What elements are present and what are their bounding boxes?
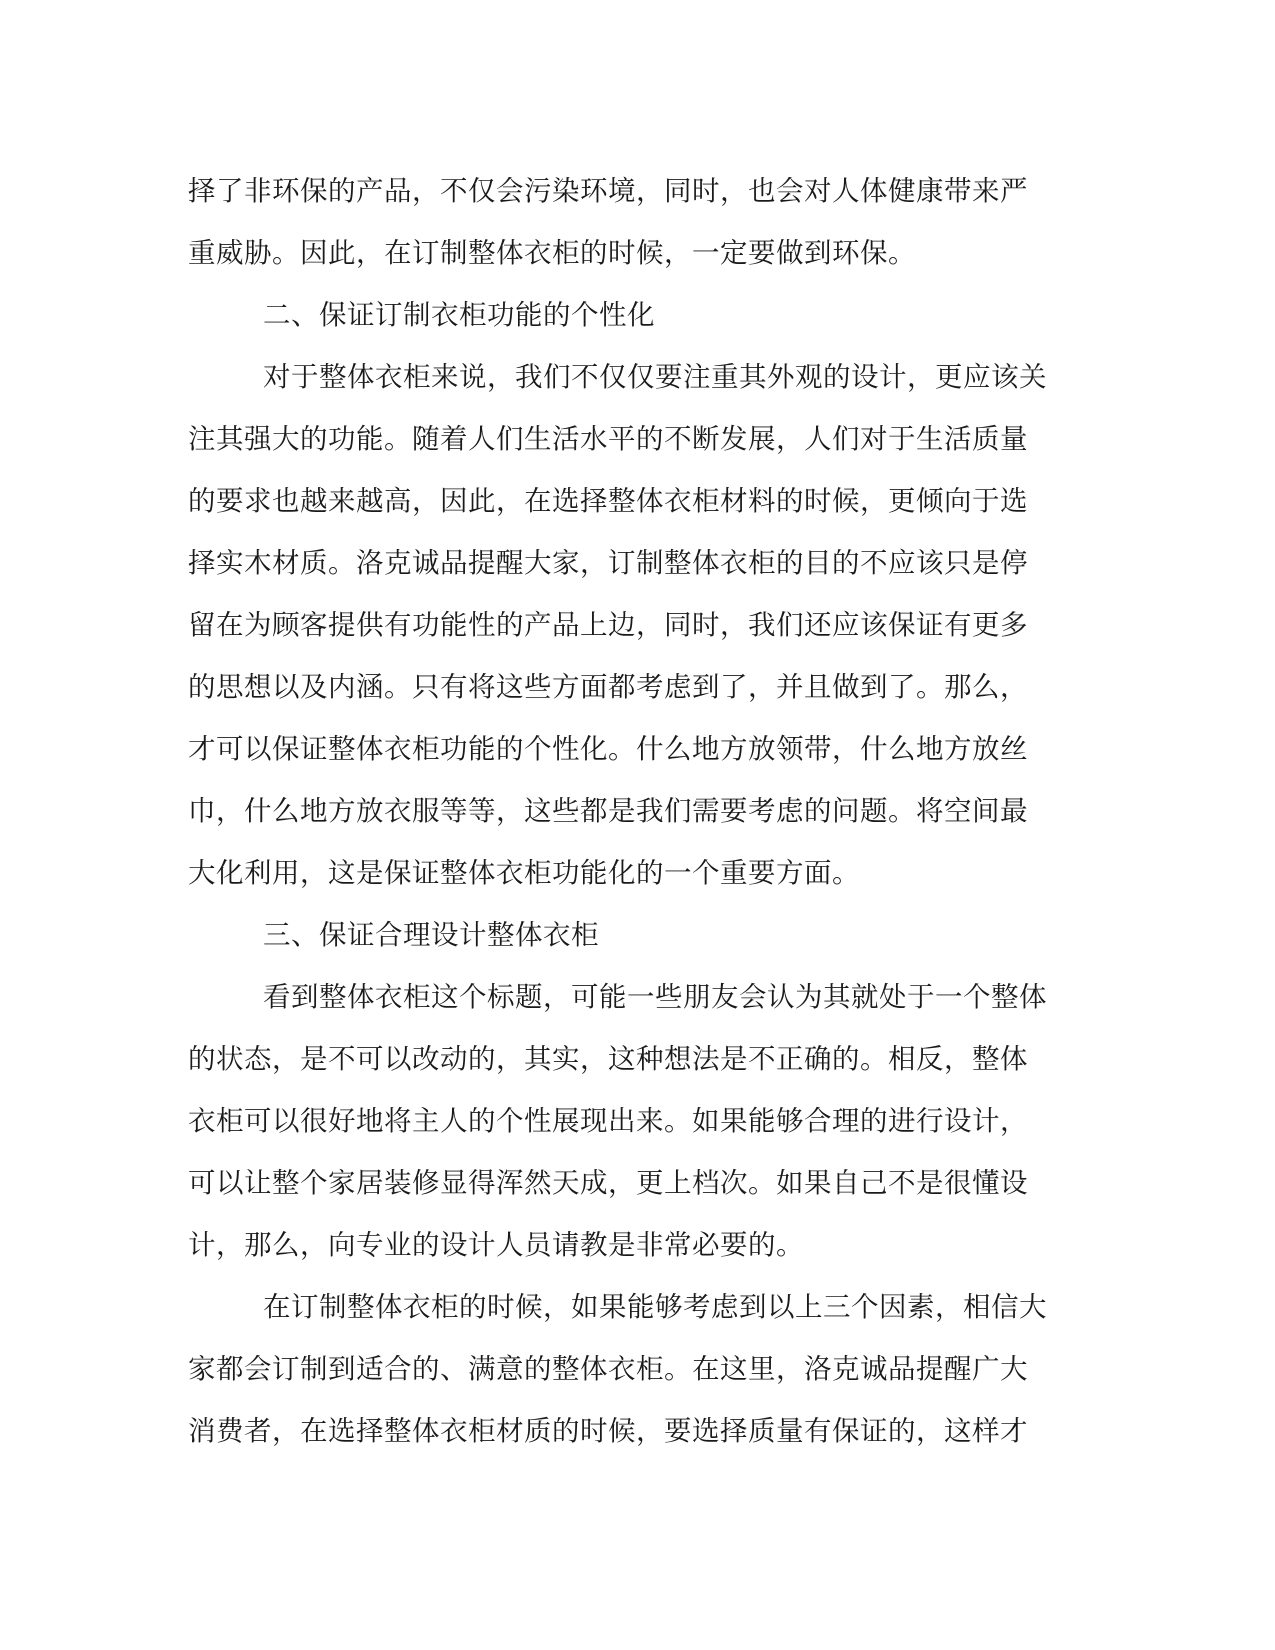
text-line: 择实木材质。洛克诚品提醒大家，订制整体衣柜的目的不应该只是停 (188, 547, 1028, 579)
section-heading: 二、保证订制衣柜功能的个性化 (263, 299, 655, 331)
text-line: 大化利用，这是保证整体衣柜功能化的一个重要方面。 (188, 857, 860, 889)
text-line: 在订制整体衣柜的时候，如果能够考虑到以上三个因素，相信大 (263, 1291, 1047, 1323)
section-heading: 三、保证合理设计整体衣柜 (263, 919, 599, 951)
text-line: 看到整体衣柜这个标题，可能一些朋友会认为其就处于一个整体 (263, 981, 1047, 1013)
text-line: 的要求也越来越高，因此，在选择整体衣柜材料的时候，更倾向于选 (188, 485, 1028, 517)
text-line: 消费者，在选择整体衣柜材质的时候，要选择质量有保证的，这样才 (188, 1415, 1028, 1447)
text-line: 巾，什么地方放衣服等等，这些都是我们需要考虑的问题。将空间最 (188, 795, 1028, 827)
text-line: 的思想以及内涵。只有将这些方面都考虑到了，并且做到了。那么， (188, 671, 1028, 703)
document-body (188, 160, 1076, 1462)
text-line: 可以让整个家居装修显得浑然天成，更上档次。如果自己不是很懂设 (188, 1167, 1028, 1199)
text-line: 择了非环保的产品，不仅会污染环境，同时，也会对人体健康带来严 (188, 175, 1028, 207)
text-line: 的状态，是不可以改动的，其实，这种想法是不正确的。相反，整体 (188, 1043, 1028, 1075)
text-line: 才可以保证整体衣柜功能的个性化。什么地方放领带，什么地方放丝 (188, 733, 1028, 765)
text-line: 衣柜可以很好地将主人的个性展现出来。如果能够合理的进行设计， (188, 1105, 1028, 1137)
text-line: 对于整体衣柜来说，我们不仅仅要注重其外观的设计，更应该关 (263, 361, 1047, 393)
text-line: 留在为顾客提供有功能性的产品上边，同时，我们还应该保证有更多 (188, 609, 1028, 641)
text-line: 重威胁。因此，在订制整体衣柜的时候，一定要做到环保。 (188, 237, 916, 269)
text-line: 家都会订制到适合的、满意的整体衣柜。在这里，洛克诚品提醒广大 (188, 1353, 1028, 1385)
text-line: 注其强大的功能。随着人们生活水平的不断发展，人们对于生活质量 (188, 423, 1028, 455)
text-line: 计，那么，向专业的设计人员请教是非常必要的。 (188, 1229, 804, 1261)
